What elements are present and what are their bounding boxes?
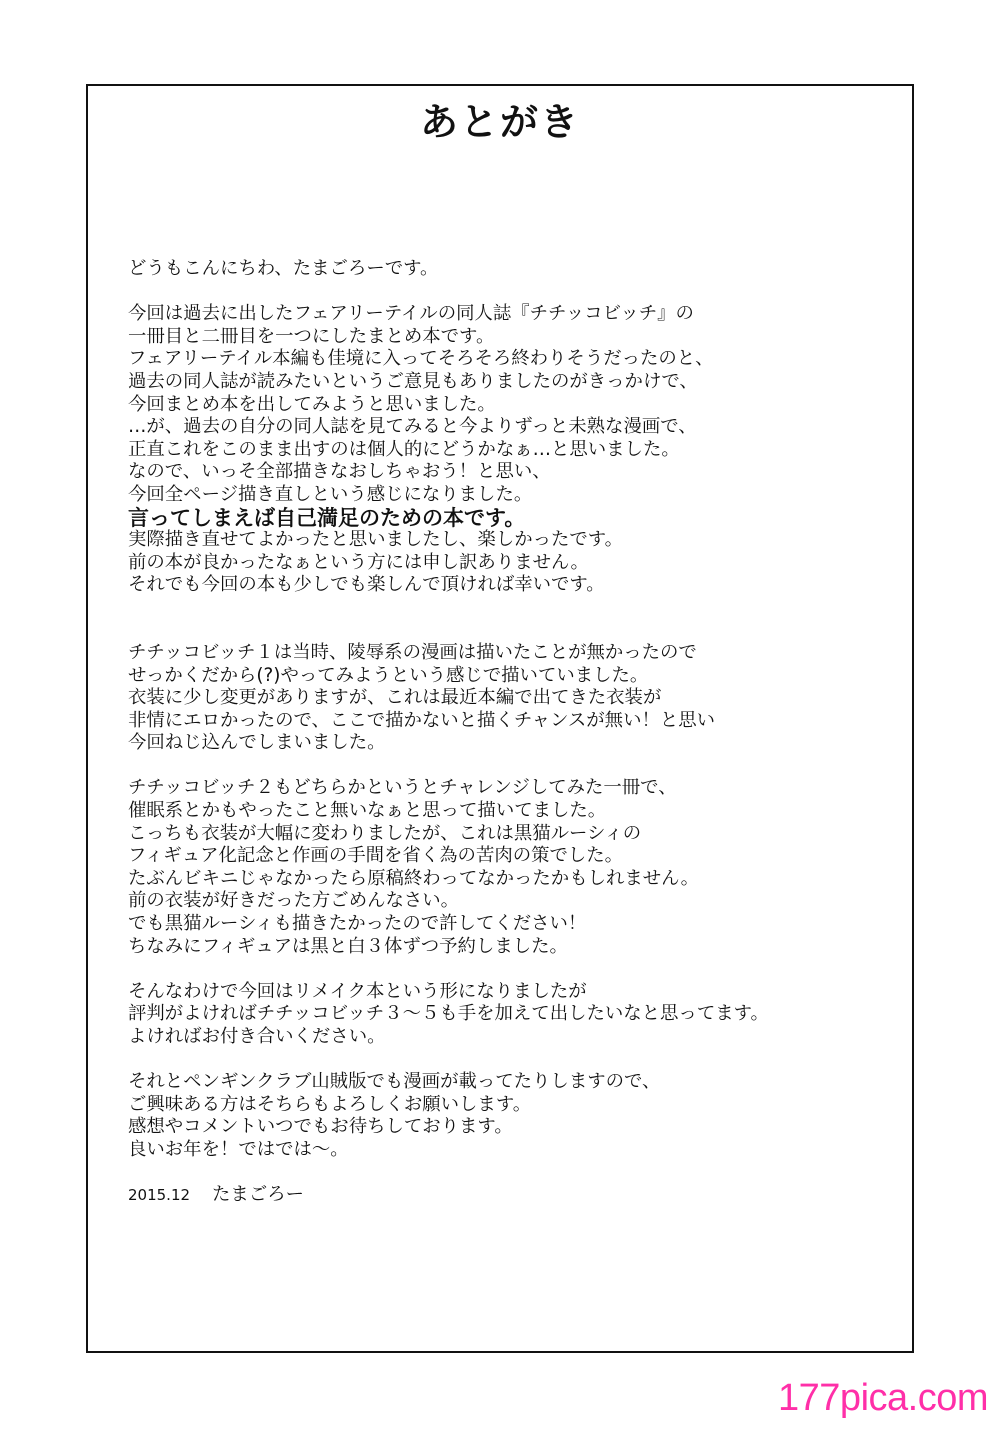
text-line: フィギュア化記念と作画の手間を省く為の苦肉の策でした。 — [128, 845, 624, 867]
paragraph-gap — [128, 755, 898, 778]
text-line: チチッコビッチ２もどちらかというとチャレンジしてみた一冊で、 — [128, 777, 677, 799]
text-line: そんなわけで今回はリメイク本という形になりましたが — [128, 980, 587, 1002]
page-title: あとがき — [419, 100, 580, 144]
text-line: でも黒猫ルーシィも描きたかったので許してください！ — [128, 913, 587, 935]
text-line: ご興味ある方はそちらもよろしくお願いします。 — [128, 1093, 532, 1115]
text-line: ちなみにフィギュアは黒と白３体ずつ予約しました。 — [128, 935, 568, 957]
text-line: 前の衣装が好きだった方ごめんなさい。 — [128, 890, 460, 912]
text-line: 過去の同人誌が読みたいというご意見もありましたのがきっかけで、 — [128, 370, 698, 392]
text-line: よければお付き合いください。 — [128, 1026, 386, 1047]
text-line: 評判がよければチチッコビッチ３～５も手を加えて出したいなと思ってます。 — [128, 1003, 769, 1025]
text-line: たぶんビキニじゃなかったら原稿終わってなかったかもしれません。 — [128, 867, 700, 889]
watermark: 177pica.com — [778, 1377, 988, 1419]
text-line: それでも今回の本も少しでも楽しんで頂ければ幸いです。 — [128, 574, 605, 596]
text-line: 正直これをこのまま出すのは個人的にどうかなぁ…と思いました。 — [128, 438, 680, 460]
text-line: チチッコビッチ１は当時、陵辱系の漫画は描いたことが無かったので — [128, 641, 697, 663]
text-line: …が、過去の自分の同人誌を見てみると今よりずっと未熟な漫画で、 — [128, 416, 697, 438]
signature-date: 2015.12 — [128, 1186, 191, 1205]
paragraph-gap — [128, 597, 898, 642]
text-line: 催眠系とかもやったこと無いなぁと思って描いてました。 — [128, 800, 607, 822]
text-line: どうもこんにちわ、たまごろーです。 — [128, 258, 439, 279]
text-line: 実際描き直せてよかったと思いましたし、楽しかったです。 — [128, 529, 624, 551]
signature-name: たまごろー — [212, 1184, 304, 1206]
paragraph-gap — [128, 1049, 898, 1072]
signature — [128, 1184, 898, 1207]
text-line: せっかくだから(?)やってみようという感じで描いていました。 — [128, 664, 649, 686]
text-line: 衣装に少し変更がありますが、これは最近本編で出てきた衣装が — [128, 687, 662, 709]
text-line: 非情にエロかったので、ここで描かないと描くチャンスが無い！と思い — [128, 709, 716, 731]
text-line: 感想やコメントいつでもお待ちしております。 — [128, 1116, 513, 1138]
emphasis-line: 言ってしまえば自己満足のための本です。 — [128, 505, 526, 530]
text-line: こっちも衣装が大幅に変わりましたが、これは黒猫ルーシィの — [128, 822, 642, 844]
text-line: 今回まとめ本を出してみようと思いました。 — [128, 393, 496, 415]
paragraph-gap — [128, 281, 898, 304]
paragraph-gap — [128, 1162, 898, 1185]
text-line: 今回ねじ込んでしまいました。 — [128, 732, 386, 754]
text-line: それとペンギンクラブ山賊版でも漫画が載ってたりしますので、 — [128, 1071, 661, 1093]
text-line: 今回は過去に出したフェアリーテイルの同人誌『チチッコビッチ』の — [128, 303, 694, 325]
text-line: 一冊目と二冊目を一つにしたまとめ本です。 — [128, 325, 495, 347]
paragraph-gap — [128, 958, 898, 981]
text-line: 今回全ページ描き直しという感じになりました。 — [128, 483, 533, 505]
text-line: 良いお年を！ではでは～。 — [128, 1138, 349, 1160]
text-line: フェアリーテイル本編も佳境に入ってそろそろ終わりそうだったのと、 — [128, 348, 714, 370]
afterword-body — [128, 258, 898, 1207]
text-line: なので、いっそ全部描きなおしちゃおう！と思い、 — [128, 461, 551, 483]
text-line: 前の本が良かったなぁという方には申し訳ありません。 — [128, 551, 589, 573]
